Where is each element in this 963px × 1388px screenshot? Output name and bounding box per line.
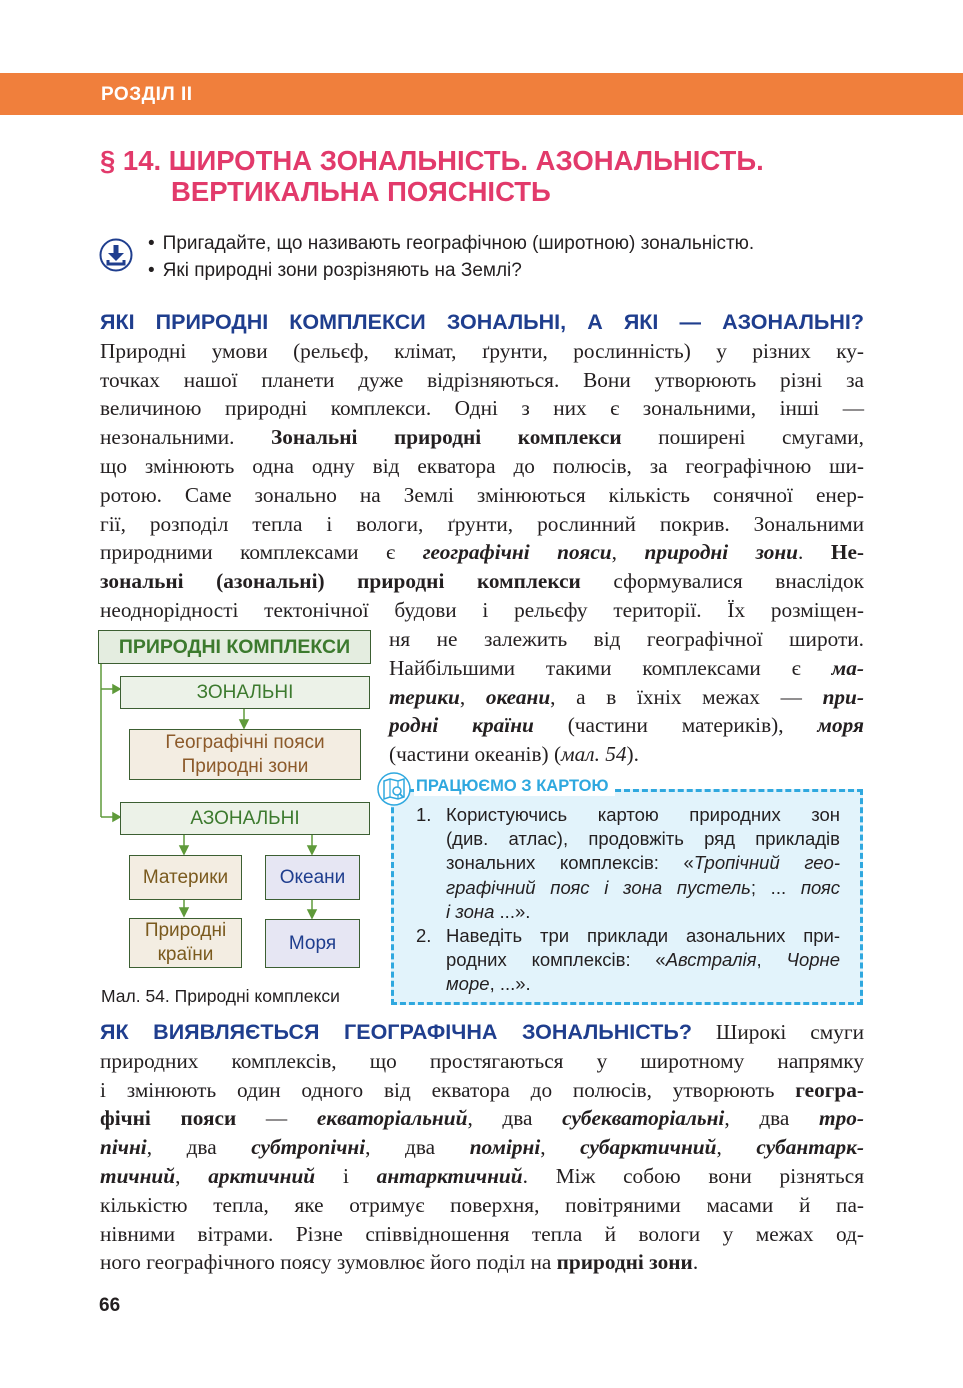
text-run: зональних комплексів: « (446, 852, 694, 874)
diagram-continents-box: Материки (129, 855, 242, 900)
text-run: ротою. Саме зонально на Землі змінюються кількість сонячної енер- (100, 482, 864, 507)
text-run: поширені смугами, (621, 425, 864, 450)
text-run: фічні пояси (100, 1106, 237, 1131)
diagram-zonal-child-box (129, 729, 361, 780)
diagram-seas-box: Моря (265, 919, 360, 968)
text-run: що змінюють одна одну від екватора до полюсів, за географічною ши- (100, 453, 864, 478)
paragraph-title (100, 145, 764, 207)
diagram-oceans-box: Океани (265, 855, 360, 900)
text-run: пічні (100, 1135, 147, 1160)
text-line (389, 740, 864, 769)
map-task (414, 803, 840, 924)
text-run: (частини материків), (533, 713, 818, 738)
text-line (100, 423, 864, 452)
text-run: , (175, 1163, 209, 1188)
text-line (100, 510, 864, 539)
text-run: і змінюють один одного від екватора до полюсів, утворюють (100, 1077, 796, 1102)
text-line (389, 683, 864, 712)
text-run: Чорне (786, 949, 841, 971)
task-number: 2. (416, 925, 432, 947)
text-run: , два (146, 1135, 252, 1160)
text-line (100, 1104, 864, 1133)
section2-text (100, 1018, 864, 1277)
text-run: . (692, 1250, 699, 1275)
text-run: терики (389, 684, 460, 709)
task-line (446, 972, 840, 996)
text-run: Тропічний гео- (693, 852, 840, 874)
text-run: Природні умови (рельєф, клімат, ґрунти, рослинність) у різних ку- (100, 338, 864, 363)
map-task-list (414, 803, 840, 997)
text-run: , ...». (489, 973, 531, 995)
map-task (414, 924, 840, 997)
task-line (446, 900, 840, 924)
text-line (100, 1133, 864, 1162)
text-run: кількістю тепла, яке отримує поверхня, повітряними масами й па- (100, 1192, 864, 1217)
text-run: (див. атлас), продовжіть ряд прикладів (446, 828, 840, 850)
text-line (389, 625, 864, 654)
complexes-diagram (98, 630, 372, 980)
diagram-zonal-box: ЗОНАЛЬНІ (120, 676, 370, 709)
text-run: , (459, 684, 486, 709)
text-run: море (446, 973, 490, 995)
text-run: ного географічного поясу зумовлює його поділ на (100, 1250, 557, 1275)
diagram-root-box: ПРИРОДНІ КОМПЛЕКСИ (98, 630, 371, 664)
text-run: природні зони (644, 540, 799, 565)
text-run: тро- (819, 1106, 864, 1131)
diagram-countries-box (129, 918, 242, 968)
text-line (100, 1248, 864, 1277)
text-run: і зона (446, 900, 495, 922)
section2-heading: ЯК ВИЯВЛЯЄТЬСЯ ГЕОГРАФІЧНА ЗОНАЛЬНІСТЬ? (100, 1020, 692, 1044)
section1-body (100, 337, 864, 625)
text-run: і (315, 1163, 377, 1188)
text-run: , два (724, 1106, 820, 1131)
text-line (100, 1220, 864, 1249)
text-line (100, 452, 864, 481)
section1-heading: ЯКІ ПРИРОДНІ КОМПЛЕКСИ ЗОНАЛЬНІ, А ЯКІ — АЗОНАЛЬНІ? (100, 310, 864, 334)
text-run: геогра- (795, 1077, 864, 1102)
zonal-child-line: Географічні пояси (165, 731, 325, 753)
text-run: арктичний (208, 1163, 316, 1188)
text-line (100, 366, 864, 395)
text-run: родні країни (389, 713, 534, 738)
diagram-azonal-box: АЗОНАЛЬНІ (120, 802, 370, 835)
text-line (100, 1076, 864, 1105)
download-arrow-icon (99, 238, 133, 272)
text-run: субантарк- (756, 1135, 864, 1160)
text-run: Користуючись картою природних зон (446, 804, 840, 825)
text-run: природних комплексів, що простягаються у широтному напрямку (100, 1048, 864, 1073)
text-run: географічні пояси (422, 540, 612, 565)
text-run: субарктичний (580, 1135, 717, 1160)
title-line-2: ВЕРТИКАЛЬНА ПОЯСНІСТЬ (171, 176, 551, 207)
text-line (389, 711, 864, 740)
text-run: , (716, 1135, 757, 1160)
text-run: ...». (494, 900, 531, 922)
map-work-label: ПРАЦЮЄМО З КАРТОЮ (414, 777, 615, 796)
text-run: гії, розподіл тепла і вологи, ґрунти, рослинний покрив. Зональними (100, 511, 864, 536)
text-run: зональні (азональні) природні комплекси (100, 569, 581, 594)
text-run: , два (365, 1135, 470, 1160)
text-run: (частини океанів) ( (389, 742, 562, 767)
text-run: помірні (469, 1135, 541, 1160)
text-run: субтропічні (251, 1135, 366, 1160)
text-run: , (756, 949, 787, 971)
text-line (100, 337, 864, 366)
recall-list (148, 230, 754, 284)
text-run: . Між собою вони різняться (522, 1163, 864, 1188)
text-run: екваторіальний (316, 1106, 468, 1131)
text-run: неоднорідності тектонічної будови і рельєфу території. Їх розміщен- (100, 597, 864, 622)
task-line (446, 876, 840, 900)
text-line (100, 596, 864, 625)
section-label: РОЗДІЛ II (101, 84, 193, 105)
text-run: Австралія (665, 949, 757, 971)
task-line (446, 803, 840, 827)
text-run: океани (485, 684, 551, 709)
text-run: Широкі смуги (691, 1020, 864, 1044)
text-run: антарктичний (376, 1163, 523, 1188)
text-line (100, 1191, 864, 1220)
text-run: при- (822, 684, 864, 709)
text-run: величиною природні комплекси. Одні з них є зональними, інші — (100, 396, 864, 421)
zonal-child-line: Природні зони (181, 755, 309, 777)
text-line (100, 1047, 864, 1076)
text-run: . (798, 540, 831, 565)
text-run: тичний (100, 1163, 176, 1188)
section-header-bar (0, 73, 963, 115)
text-run: природними комплексами є (100, 540, 423, 565)
title-line-1: § 14. ШИРОТНА ЗОНАЛЬНІСТЬ. АЗОНАЛЬНІСТЬ. (100, 145, 764, 176)
text-run: субекваторіальні (562, 1106, 725, 1131)
countries-line: Природні (144, 920, 227, 941)
recall-item: • Пригадайте, що називають географічною (широтною) зональністю. (148, 230, 754, 257)
text-run: мал. 54 (561, 742, 627, 767)
text-run: , (611, 540, 645, 565)
text-run: нівними вітрами. Різне співвідношення тепла й вологи у межах од- (100, 1221, 864, 1246)
text-run: Наведіть три приклади азональних при- (446, 925, 840, 947)
task-line (446, 924, 840, 948)
text-run: ня не залежить від географічної широти. (389, 627, 864, 651)
text-run: , (540, 1135, 581, 1160)
figure-caption: Мал. 54. Природні комплекси (101, 986, 340, 1006)
text-line (100, 538, 864, 567)
task-line (446, 948, 840, 972)
text-run: графічний пояс і зона пустель (446, 876, 751, 898)
text-run: — (236, 1106, 317, 1131)
text-run: ма- (831, 655, 864, 680)
text-line (100, 394, 864, 423)
task-line (446, 827, 840, 851)
text-run: родних комплексів: « (446, 949, 666, 971)
text-line (389, 654, 864, 683)
text-run: ). (626, 742, 639, 767)
task-line (446, 851, 840, 875)
text-run: Не- (830, 540, 865, 565)
text-run: природні зони (556, 1250, 693, 1275)
text-run: Найбільшими такими комплексами є (389, 655, 832, 680)
text-run: , а в їхніх межах — (550, 684, 823, 709)
text-run: моря (817, 713, 864, 738)
text-run: Зональні природні комплекси (270, 425, 622, 450)
countries-line: країни (157, 944, 214, 965)
task-number: 1. (416, 804, 432, 825)
text-run: сформувалися внаслідок (580, 569, 865, 594)
recall-item: • Які природні зони розрізняють на Землі? (148, 257, 754, 284)
text-run: ; ... (750, 876, 801, 898)
text-line (100, 1018, 864, 1047)
page-number: 66 (99, 1295, 121, 1316)
map-magnifier-icon (374, 772, 414, 806)
text-run: пояс (800, 876, 841, 898)
text-run: незональними. (100, 425, 271, 450)
section1-body-narrow (389, 625, 864, 769)
text-line (100, 481, 864, 510)
text-run: , два (467, 1106, 563, 1131)
text-line (100, 567, 864, 596)
text-line (100, 1162, 864, 1191)
section1-text (100, 308, 864, 625)
text-run: точках нашої планети дуже відрізняються. Вони утворюють різні за (100, 367, 864, 392)
